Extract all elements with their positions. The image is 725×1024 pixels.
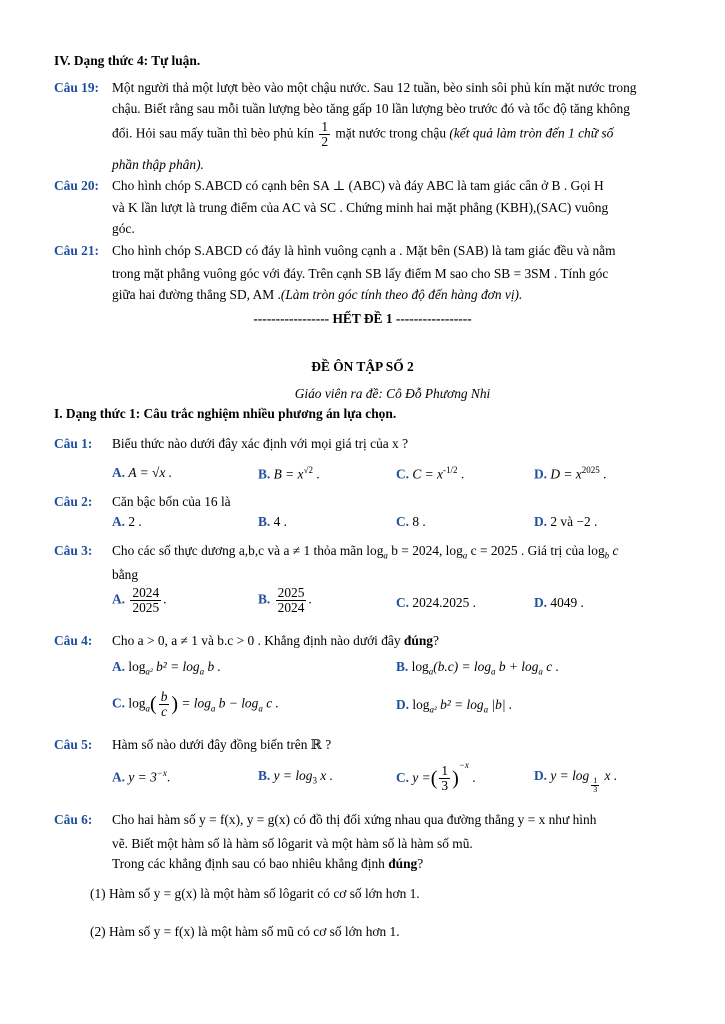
question-label: Câu 19: <box>54 80 100 95</box>
question-text: và K lần lượt là trung điểm của AC và SC . Chứng minh hai mặt phẳng (KBH),(SAC) vuông <box>112 200 609 215</box>
option-a[interactable]: A. 2 . <box>112 514 142 529</box>
option-d[interactable]: D. $D = x^{2025}$ . <box>534 465 607 482</box>
option-a[interactable]: A. $y = 3^{-x}$. <box>112 768 171 785</box>
question-text: vẽ. Biết một hàm số là hàm số lôgarit và một hàm số là hàm số mũ. <box>112 836 473 851</box>
question-text: Cho a > 0, a ≠ 1 và b.c > 0 . Khẳng định nào dưới đây đúng? <box>112 633 439 648</box>
question-label: Câu 20: <box>54 178 100 193</box>
question-label: Câu 21: <box>54 243 100 258</box>
option-a[interactable]: A. A = √x . <box>112 465 173 480</box>
question-label: Câu 5: <box>54 737 93 752</box>
question-text: Cho hai hàm số y = f(x), y = g(x) có đồ thị đối xứng nhau qua đường thẳng y = x như hình <box>112 812 597 827</box>
fraction: $\frac{1}{2}$ <box>321 119 329 150</box>
statement: (2) Hàm số y = f(x) là một hàm số mũ có cơ số lớn hơn 1. <box>90 924 400 939</box>
statement: (1) Hàm số y = g(x) là một hàm số lôgarit có cơ số lớn hơn 1. <box>90 886 420 901</box>
option-b[interactable]: B. $B = x^{√2}$ . <box>258 465 320 482</box>
question-label: Câu 4: <box>54 633 93 648</box>
option-c[interactable]: C. 8 . <box>396 514 426 529</box>
end-marker: ----------------- HẾT ĐỀ 1 ----------------- <box>253 311 472 326</box>
option-b[interactable]: B. 4 . <box>258 514 288 529</box>
question-text: Trong các khẳng định sau có bao nhiêu khẳng định đúng? <box>112 856 424 871</box>
section-heading: I. Dạng thức 1: Câu trắc nghiệm nhiều phương án lựa chọn. <box>54 406 397 421</box>
section-heading: IV. Dạng thức 4: Tự luận. <box>54 53 201 68</box>
question-text: Cho hình chóp S.ABCD có cạnh bên SA ⊥ (ABC) và đáy ABC là tam giác cân ở B . Gọi H <box>112 178 604 193</box>
question-text: phần thập phân). <box>112 157 204 172</box>
question-label: Câu 1: <box>54 436 93 451</box>
question-label: Câu 2: <box>54 494 93 509</box>
option-c[interactable]: C. 2024.2025 . <box>396 595 476 610</box>
question-label: Câu 6: <box>54 812 93 827</box>
option-c[interactable]: C. $C = x^{-1/2}$ . <box>396 465 465 482</box>
question-label: Câu 3: <box>54 543 93 558</box>
question-text: đổi. Hỏi sau mấy tuần thì bèo phủ kín $\frac{1}{2}$ mặt nước trong chậu (kết quả làm tròn đến 1 chữ số <box>112 119 614 150</box>
question-text: Một người thả một lượt bèo vào một chậu nước. Sau 12 tuần, bèo sinh sôi phủ kín mặt nước trong <box>112 80 637 95</box>
question-text: giữa hai đường thẳng SD, AM .(Làm tròn góc tính theo độ đến hàng đơn vị). <box>112 287 523 302</box>
exam-title: ĐỀ ÔN TẬP SỐ 2 <box>311 359 414 374</box>
option-d[interactable]: D. 2 và −2 . <box>534 514 598 529</box>
option-c[interactable]: C. y =( $\frac{1}{3}$ )$^{-x}$ . <box>396 760 476 794</box>
option-d[interactable]: D. y = log $\frac{1}{3}$ x . <box>534 768 618 794</box>
option-a[interactable]: A. $\log_{a^2} b^2 = \log_a b$ . <box>112 659 221 677</box>
option-b[interactable]: B. $\log_a(b.c) = \log_a b + \log_a c$ . <box>396 659 559 677</box>
question-text: Hàm số nào dưới đây đồng biến trên ℝ ? <box>112 737 332 752</box>
option-c[interactable]: C. $\log_a$( $\frac{b}{c}$ ) = $\log_a b - \log_a c$ . <box>112 689 279 720</box>
question-text: Cho các số thực dương a,b,c và a ≠ 1 thỏa mãn $\log_a b = 2024$, $\log_a c = 2025$ . Giá trị của $\log_b c$ <box>112 543 619 561</box>
question-text: Căn bậc bốn của 16 là <box>112 494 231 509</box>
question-text: Cho hình chóp S.ABCD có đáy là hình vuông cạnh a . Mặt bên (SAB) là tam giác đều và nằm <box>112 243 616 258</box>
question-text: trong mặt phẳng vuông góc với đáy. Trên cạnh SB lấy điểm M sao cho SB = 3SM . Tính góc <box>112 266 609 281</box>
question-text: Biểu thức nào dưới đây xác định với mọi giá trị của x ? <box>112 436 409 451</box>
exam-author: Giáo viên ra đề: Cô Đỗ Phương Nhi <box>294 386 491 401</box>
option-d[interactable]: D. $\log_{a^2} b^2 = \log_a |b|$ . <box>396 697 513 715</box>
question-text: bằng <box>112 567 139 582</box>
option-a[interactable]: A. $\frac{2024}{2025}$ . <box>112 585 167 616</box>
option-b[interactable]: B. $\frac{2025}{2024}$ . <box>258 585 312 616</box>
option-b[interactable]: B. $y = \log_3 x$ . <box>258 768 333 786</box>
question-text: chậu. Biết rằng sau mỗi tuần lượng bèo tăng gấp 10 lần lượng bèo trước đó và tốc độ tăng không <box>112 101 630 116</box>
question-text: góc. <box>112 221 135 236</box>
option-d[interactable]: D. 4049 . <box>534 595 584 610</box>
